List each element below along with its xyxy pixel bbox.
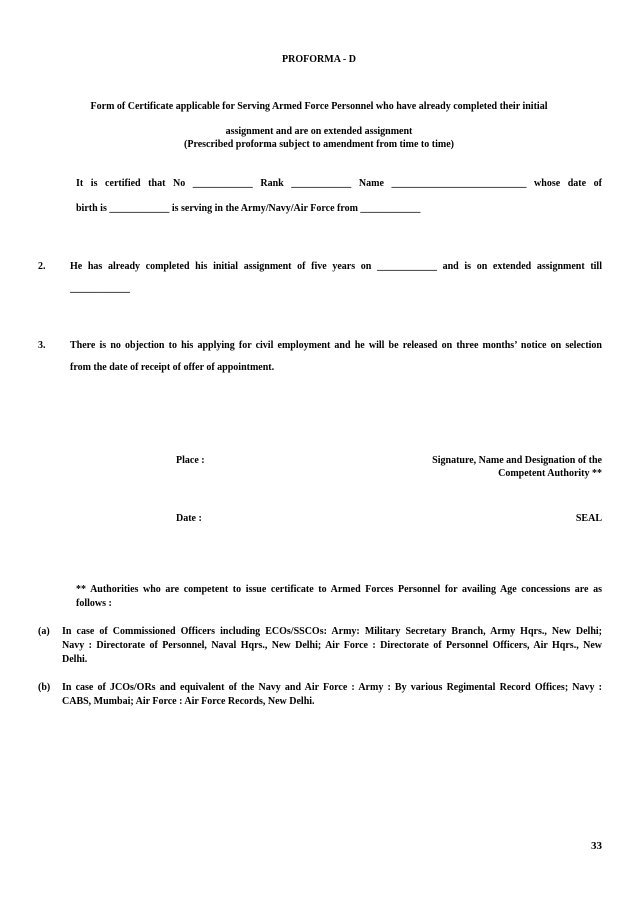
place-label: Place :	[176, 455, 205, 466]
item-b-line1: In case of JCOs/ORs and equivalent of the Navy and Air Force : Army : By various Regimental Record Offices; Navy :	[62, 682, 602, 693]
item-a-line2: Navy : Directorate of Personnel, Naval Hqrs., New Delhi; Air Force : Directorate of Personnel Officers, Air Hqrs., New	[62, 640, 602, 651]
item-b-line2: CABS, Mumbai; Air Force : Air Force Records, New Delhi.	[62, 696, 315, 707]
certification-line2: birth is ____________ is serving in the Army/Navy/Air Force from ____________	[76, 203, 421, 214]
para3-number: 3.	[38, 340, 46, 351]
para2-number: 2.	[38, 261, 46, 272]
para2-line1: He has already completed his initial assignment of five years on ____________ and is on extended assignment till	[70, 261, 602, 272]
page-title: PROFORMA - D	[282, 54, 356, 65]
form-subtitle: (Prescribed proforma subject to amendment from time to time)	[184, 139, 454, 150]
certification-line1: It is certified that No ____________ Rank ____________ Name ___________________________ whose date of	[76, 178, 602, 189]
para2-line2: ____________	[70, 283, 130, 294]
page-number: 33	[591, 840, 602, 852]
note-line1: ** Authorities who are competent to issue certificate to Armed Forces Personnel for availing Age concessions are as	[76, 584, 602, 595]
item-a-line3: Delhi.	[62, 654, 88, 665]
seal-label: SEAL	[575, 513, 602, 524]
item-b-marker: (b)	[38, 682, 51, 693]
item-a-line1: In case of Commissioned Officers including ECOs/SSCOs: Army: Military Secretary Branch, Army Hqrs., New Delhi;	[62, 626, 602, 637]
date-label: Date :	[176, 513, 202, 524]
note-line2: follows :	[76, 598, 112, 609]
para3-line1: There is no objection to his applying for civil employment and he will be released on three months’ notice on selection	[70, 340, 602, 351]
form-description: Form of Certificate applicable for Serving Armed Force Personnel who have already completed their initial	[90, 101, 548, 112]
para3-line2: from the date of receipt of offer of appointment.	[70, 362, 275, 373]
form-description-line2: assignment and are on extended assignment	[225, 126, 413, 137]
authority-line2: Competent Authority **	[498, 468, 602, 479]
item-a-marker: (a)	[38, 626, 50, 637]
authority-line1: Signature, Name and Designation of the	[432, 455, 602, 466]
